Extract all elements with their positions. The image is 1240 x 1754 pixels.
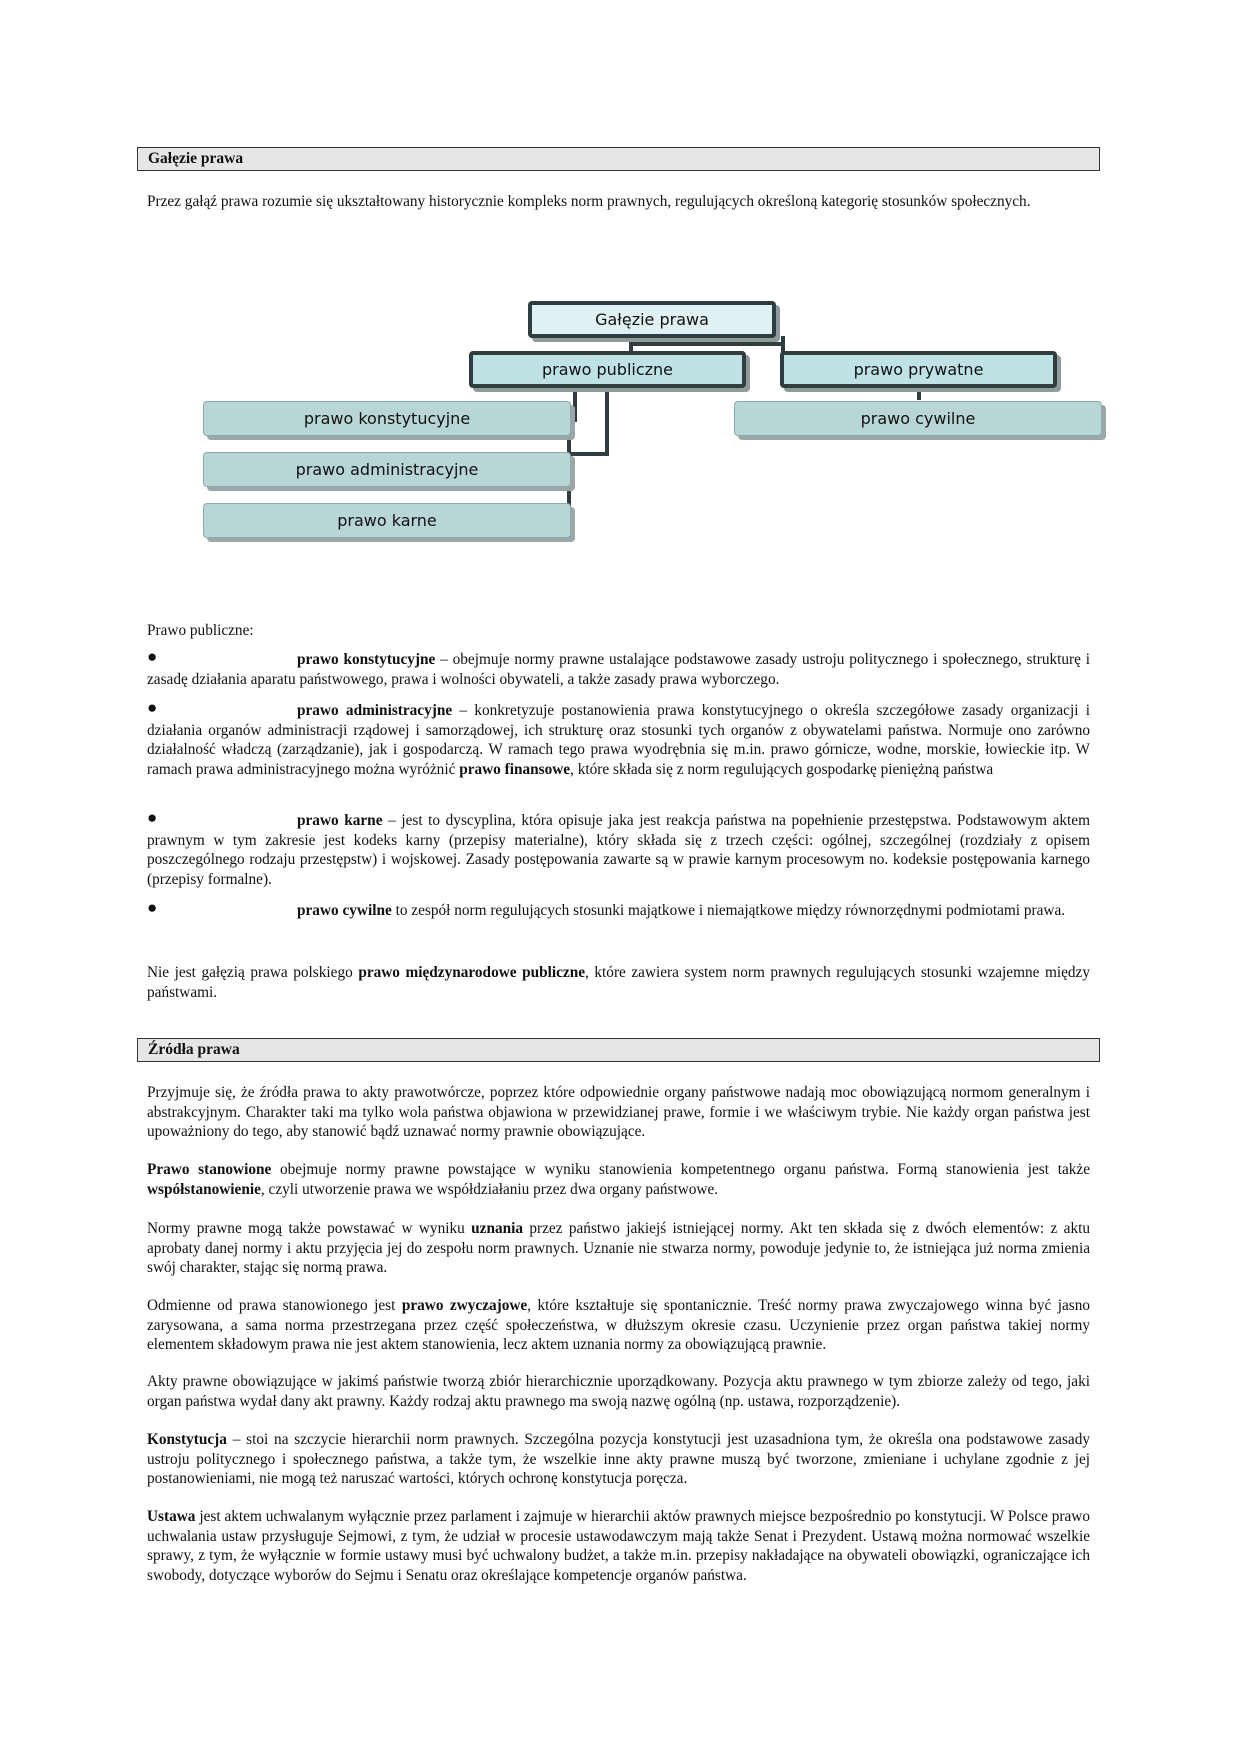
list-item: ● prawo konstytucyjne – obejmuje normy prawne ustalające podstawowe zasady ustroju politycznego i społecznego, strukturę i zasadę działania aparatu państwowego, prawa i wolności obywateli, a także zasady prawa wyborczego. bbox=[147, 647, 1090, 688]
list-item: ● prawo administracyjne – konkretyzuje postanowienia prawa konstytucyjnego o określa szczegółowe zasady organizacji i działania organów administracji rządowej i samorządowej, ich strukturę oraz stosunki tych organów z obywatelami państwa. Normuje ono zarówno działalność władczą (zarządzanie), jak i gospodarczą. W ramach tego prawa wyodrębnia się m.in. prawo górnicze, wodne, morskie, łowieckie itp. W ramach prawa administracyjnego można wyróżnić prawo finansowe, które składa się z norm regulujących gospodarkę pieniężną państwa bbox=[147, 698, 1090, 778]
intro-paragraph: Przez gałąź prawa rozumie się ukształtowany historycznie kompleks norm prawnych, regulujących określoną kategorię stosunków społecznych. bbox=[147, 193, 1031, 210]
term: prawo finansowe bbox=[459, 760, 571, 778]
sources-paragraph-3: Normy prawne mogą także powstawać w wyniku uznania przez państwo jakiejś istniejącej normy. Akt ten składa się z dwóch elementów: z aktu aprobaty danej normy i aktu przyjęcia jej do zespołu norm prawnych. Uznanie nie stwarza normy, powoduje jedynie to, że istniejąca już norma zmienia swój charakter, stając się normą prawa. bbox=[147, 1220, 1090, 1276]
term: prawo administracyjne bbox=[297, 702, 453, 719]
connector-root-h bbox=[629, 342, 785, 346]
section-heading-branches: Gałęzie prawa bbox=[137, 147, 1100, 171]
sources-paragraph-7: Ustawa jest aktem uchwalanym wyłącznie przez parlament i zajmuje w hierarchii aktów prawnych miejsce bezpośrednio po konstytucji. W Polsce prawo uchwalania ustaw przysługuje Sejmowi, z tym, że udział w procesie ustawodawczym mają także Senat i Prezydent. Ustawą można normować wszelkie sprawy, z tym, że wyłącznie w formie ustawy musi być uchwalony budżet, a także m.in. przepisy nakładające na obywateli obowiązki, ograniczające ich swobody, dotyczące wyborów do Sejmu i Senatu oraz określające kompetencje organów państwa. bbox=[147, 1508, 1090, 1584]
sources-paragraph-2: Prawo stanowione obejmuje normy prawne powstające w wyniku stanowienia kompetentnego organu państwa. Formą stanowienia jest także współstanowienie, czyli utworzenie prawa we współdziałaniu przez dwa organy państwowe. bbox=[147, 1161, 1090, 1198]
term: prawo konstytucyjne bbox=[297, 651, 436, 668]
list-item: ● prawo karne – jest to dyscyplina, która opisuje jaka jest reakcja państwa na popełnienie przestępstwa. Podstawowym aktem prawnym w tym zakresie jest kodeks karny (przepisy materialne), który składa się z trzech części: ogólnej, szczególnej (rozdziały z opisem poszczególnego rodzaju przestępstw) i wojskowej. Zasady postępowania zawarte są w prawie karnym procesowym no. kodeksie postępowania karnego (przepisy formalne). bbox=[147, 808, 1090, 888]
bullet-icon: ● bbox=[147, 898, 158, 917]
sources-paragraph-4: Odmienne od prawa stanowionego jest prawo zwyczajowe, które kształtuje się spontanicznie. Treść normy prawa zwyczajowego winna być jasno zarysowana, a sama norma przestrzegana przez część społeczeństwa, w dłuższym okresie czasu. Uczynienie przez organ państwa takiej normy elementem składowym prawa nie jest aktem stanowienia, lecz aktem uznania normy za obowiązującą prawnie. bbox=[147, 1297, 1091, 1353]
chart-node-civil: prawo cywilne bbox=[734, 401, 1102, 436]
chart-node-constitutional: prawo konstytucyjne bbox=[203, 401, 571, 436]
bullet-icon: ● bbox=[147, 698, 158, 717]
sources-paragraph-5: Akty prawne obowiązujące w jakimś państwie tworzą zbiór hierarchicznie uporządkowany. Pozycja aktu prawnego w tym zbiorze zależy od tego, jaki organ państwa wydał dany akt prawny. Każdy rodzaj aktu prawnego ma swoją nazwę ogólną (np. ustawa, rozporządzenie). bbox=[147, 1373, 1090, 1410]
chart-node-administrative: prawo administracyjne bbox=[203, 452, 571, 487]
term: prawo karne bbox=[297, 812, 383, 829]
section-heading-sources: Źródła prawa bbox=[137, 1038, 1100, 1062]
international-law-note: Nie jest gałęzią prawa polskiego prawo międzynarodowe publiczne, które zawiera system norm prawnych regulujących stosunki wzajemne między państwami. bbox=[147, 964, 1090, 1001]
bullet-icon: ● bbox=[147, 808, 158, 827]
chart-node-public: prawo publiczne bbox=[469, 351, 746, 388]
chart-node-private: prawo prywatne bbox=[780, 351, 1057, 388]
public-law-label: Prawo publiczne: bbox=[147, 622, 254, 639]
connector-public-v1 bbox=[573, 388, 577, 420]
chart-node-root: Gałęzie prawa bbox=[528, 301, 776, 338]
connector-admin bbox=[566, 452, 609, 456]
connector-private-civil bbox=[917, 388, 921, 400]
chart-node-criminal: prawo karne bbox=[203, 503, 571, 538]
connector-public-v2 bbox=[605, 388, 609, 456]
bullet-icon: ● bbox=[147, 647, 158, 666]
list-item: ● prawo cywilne to zespół norm regulujących stosunki majątkowe i niemajątkowe między równorzędnymi podmiotami prawa. bbox=[147, 898, 1066, 919]
term: prawo cywilne bbox=[297, 902, 392, 919]
sources-paragraph-1: Przyjmuje się, że źródła prawa to akty prawotwórcze, poprzez które odpowiednie organy państwowe nadają moc obowiązującą normom generalnym i abstrakcyjnym. Charakter taki ma tylko wola państwa objawiona w przewidzianej prawe, formie i we właściwym trybie. Nie każdy organ państwa jest upoważniony do tego, aby stanowić bądź uznawać normy prawnie obowiązujące. bbox=[147, 1084, 1090, 1140]
sources-paragraph-6: Konstytucja – stoi na szczycie hierarchii norm prawnych. Szczególna pozycja konstytucji jest uzasadniona tym, że określa ona podstawowe zasady ustroju politycznego i społecznego państwa, a także tym, że wszelkie inne akty prawne muszą być tworzone, zmieniane i uchylane zgodnie z jej postanowieniami, nie mogą też naruszać wartości, których ochronę konstytucja poręcza. bbox=[147, 1431, 1090, 1487]
